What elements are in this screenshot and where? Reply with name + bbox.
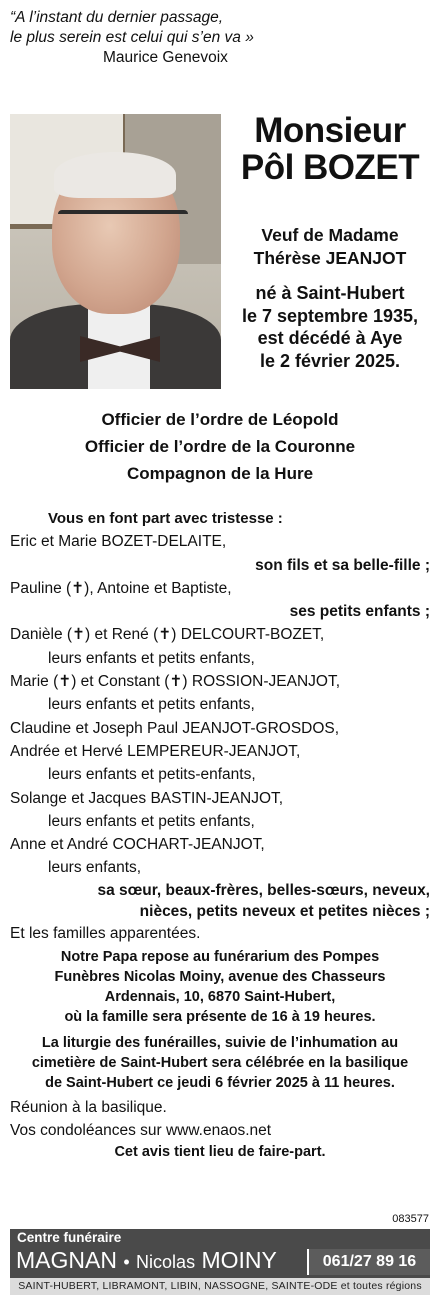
announcement-intro: Vous en font part avec tristesse : <box>48 510 283 527</box>
banner-brand <box>16 1247 277 1275</box>
family-member: Pauline (✝), Antoine et Baptiste, <box>10 579 232 597</box>
funeral-home-line: où la famille sera présente de 16 à 19 heures. <box>64 1009 376 1026</box>
family-member: Solange et Jacques BASTIN-JEANJOT, <box>10 789 284 807</box>
family-announcement <box>10 507 430 1160</box>
family-member: Eric et Marie BOZET-DELAITE, <box>10 533 227 551</box>
spouse-name: Thérèse JEANJOT <box>253 248 407 268</box>
deceased-name <box>230 112 430 186</box>
funeral-home-banner <box>10 1229 430 1295</box>
family-member: Et les familles apparentées. <box>10 924 201 942</box>
epigraph <box>10 8 430 68</box>
family-descendants: leurs enfants et petits enfants, <box>48 812 255 830</box>
widower-of <box>230 224 430 270</box>
death-date: le 2 février 2025. <box>259 350 401 371</box>
birth-place: né à Saint-Hubert <box>255 283 405 303</box>
birth-date: le 7 septembre 1935, <box>241 305 419 326</box>
family-descendants: leurs enfants et petits-enfants, <box>48 766 256 784</box>
banner-label: Centre funéraire <box>10 1229 128 1247</box>
family-member: Anne et André COCHART-JEANJOT, <box>10 836 265 854</box>
family-descendants: leurs enfants et petits enfants, <box>48 649 255 667</box>
family-list <box>10 530 430 945</box>
family-relation: ses petits enfants ; <box>289 603 430 621</box>
brand-dot: • <box>123 1252 130 1272</box>
honors-list <box>10 406 430 487</box>
brand-firstname: Nicolas <box>136 1252 196 1272</box>
condolences-link: Vos condoléances sur www.enaos.net <box>10 1122 272 1140</box>
family-member: Marie (✝) et Constant (✝) ROSSION-JEANJOT, <box>10 673 341 691</box>
phone-number: 061/27 89 16 <box>307 1249 430 1275</box>
meeting-place: Réunion à la basilique. <box>10 1099 167 1117</box>
family-member: Claudine et Joseph Paul JEANJOT-GROSDOS, <box>10 719 340 737</box>
liturgy-line: cimetière de Saint-Hubert sera célébrée en la basilique <box>31 1055 409 1072</box>
funeral-home-info <box>10 947 430 1027</box>
death-place: est décédé à Aye <box>257 328 403 348</box>
family-relation: nièces, petits neveux et petites nièces ; <box>139 902 430 920</box>
funeral-home-line: Notre Papa repose au funérarium des Pompes <box>60 949 380 966</box>
brand-moiny: MOINY <box>201 1247 277 1273</box>
hair <box>54 152 176 198</box>
funeral-home-line: Ardennais, 10, 6870 Saint-Hubert, <box>104 989 336 1006</box>
family-relation: son fils et sa belle-fille ; <box>255 556 430 574</box>
funeral-home-line: Funèbres Nicolas Moiny, avenue des Chasseurs <box>54 969 386 986</box>
honor-item: Officier de l’ordre de Léopold <box>101 410 339 429</box>
family-relation: sa sœur, beaux-frères, belles-sœurs, neveux, <box>97 881 430 899</box>
liturgy-line: de Saint-Hubert ce jeudi 6 février 2025 à 11 heures. <box>45 1075 395 1092</box>
brand-magnan: MAGNAN <box>16 1247 117 1273</box>
quote-line: “A l’instant du dernier passage, <box>10 9 224 26</box>
service-towns: SAINT-HUBERT, LIBRAMONT, LIBIN, NASSOGNE, SAINTE-ODE et toutes régions <box>10 1278 430 1295</box>
liturgy-info <box>10 1033 430 1093</box>
family-descendants: leurs enfants et petits enfants, <box>48 696 255 714</box>
reference-number: 083577 <box>392 1213 429 1225</box>
full-name: Pôl BOZET <box>240 148 420 187</box>
widower-line: Veuf de Madame <box>261 225 399 245</box>
liturgy-line: La liturgie des funérailles, suivie de l’inhumation au <box>41 1035 399 1052</box>
honor-item: Officier de l’ordre de la Couronne <box>84 437 356 456</box>
honor-item: Compagnon de la Hure <box>126 464 314 483</box>
family-member: Danièle (✝) et René (✝) DELCOURT-BOZET, <box>10 626 325 644</box>
faire-part-note: Cet avis tient lieu de faire-part. <box>114 1144 326 1161</box>
honorific: Monsieur <box>254 111 406 150</box>
family-descendants: leurs enfants, <box>48 859 142 877</box>
family-member: Andrée et Hervé LEMPEREUR-JEANJOT, <box>10 742 301 760</box>
glasses <box>58 210 188 240</box>
quote-author: Maurice Genevoix <box>103 49 228 66</box>
portrait-photo <box>10 114 221 389</box>
quote-line: le plus serein est celui qui s’en va » <box>10 29 254 46</box>
birth-death-info <box>230 282 430 372</box>
